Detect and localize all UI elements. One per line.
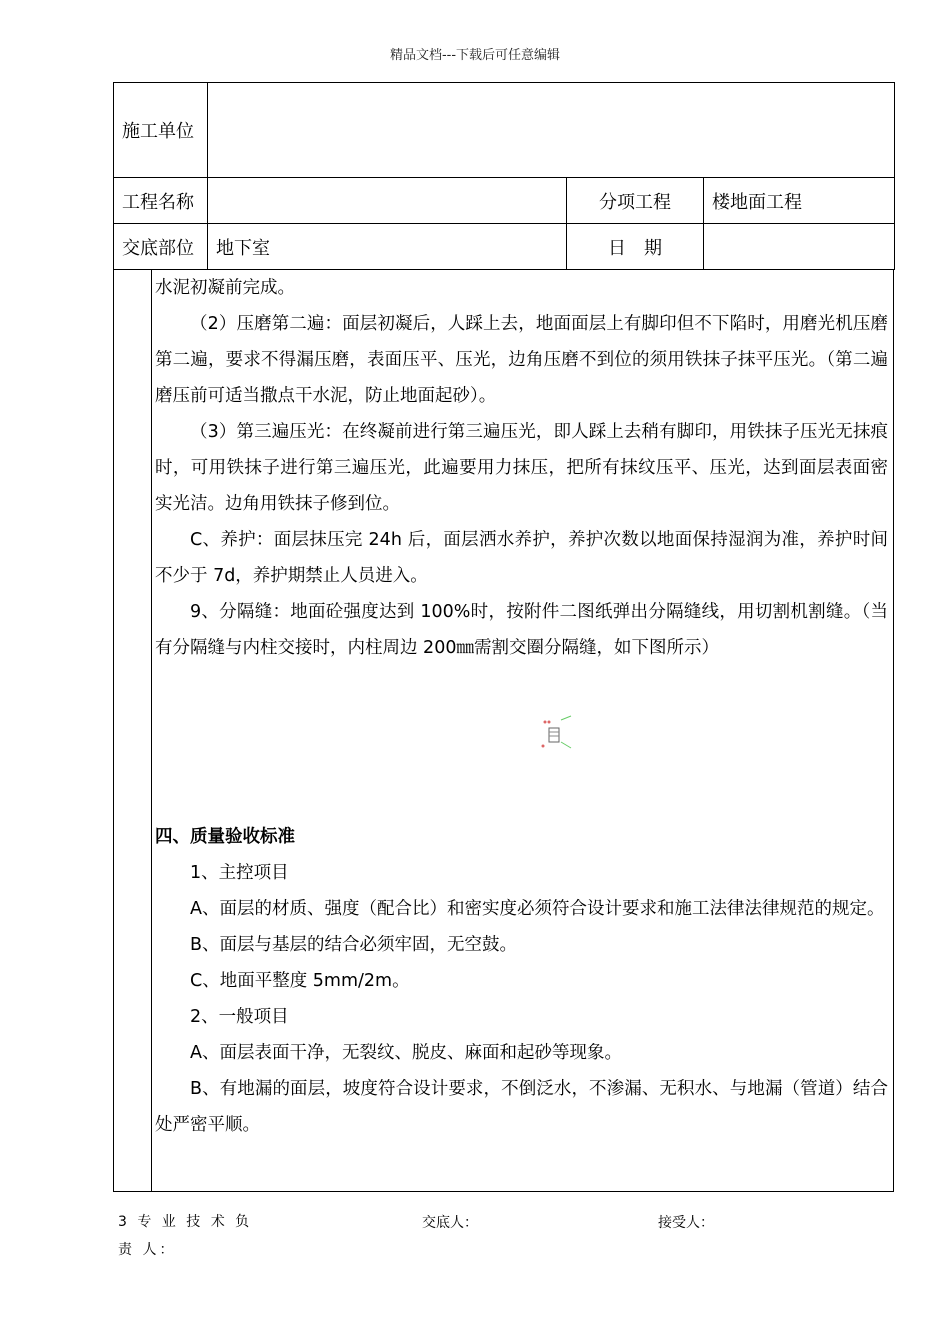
content-line: （2）压磨第二遍：面层初凝后，人踩上去，地面面层上有脚印但不下陷时，用磨光机压磨第二遍，要求不得漏压磨，表面压平、压光，边角压磨不到位的须用铁抹子抹平压光。（第二遍磨压前可适当撒点干水泥，防止地面起砂）。 <box>155 314 888 406</box>
content-item: 1、主控项目 <box>190 863 289 883</box>
project-value-cell <box>208 178 567 224</box>
content-item: A、面层表面干净，无裂纹、脱皮、麻面和起砂等现象。 <box>190 1043 622 1063</box>
content-line: （3）第三遍压光：在终凝前进行第三遍压光，即人踩上去稍有脚印，用铁抹子压光无抹痕时，可用铁抹子进行第三遍压光，此遍要用力抹压，把所有抹纹压平、压光，达到面层表面密实光洁。边角用铁抹子修到位。 <box>155 422 888 514</box>
partition-seam-figure <box>155 666 888 819</box>
unit-label: 施工单位 <box>114 83 208 178</box>
tech-lead-signature: 3 专 业 技 术 负 责 人： <box>118 1214 253 1258</box>
column-seam-diagram <box>541 708 589 758</box>
subproject-label: 分项工程 <box>567 178 704 224</box>
section-title: 四、质量验收标准 <box>155 827 295 847</box>
content-item: C、地面平整度 5mm/2m。 <box>190 971 410 991</box>
page-header: 精品文档---下载后可任意编辑 <box>389 48 561 63</box>
location-label: 交底部位 <box>114 224 208 270</box>
content-line: 水泥初凝前完成。 <box>155 278 295 298</box>
date-label: 日 期 <box>567 224 704 270</box>
content-item: B、面层与基层的结合必须牢固，无空鼓。 <box>190 935 518 955</box>
content-line: 9、分隔缝：地面砼强度达到 100%时，按附件二图纸弹出分隔缝线，用切割机割缝。（当有分隔缝与内柱交接时，内柱周边 200㎜需割交圈分隔缝，如下图所示） <box>155 602 888 658</box>
content-item: B、有地漏的面层，坡度符合设计要求，不倒泛水，不渗漏、无积水、与地漏（管道）结合处严密平顺。 <box>155 1079 888 1135</box>
content-item: A、面层的材质、强度（配合比）和密实度必须符合设计要求和施工法律法律规范的规定。 <box>190 899 885 919</box>
content-item: 2、一般项目 <box>190 1007 289 1027</box>
location-value: 地下室 <box>208 224 567 270</box>
disclosure-form-table <box>113 82 895 270</box>
disclosure-content <box>155 270 888 1143</box>
receiver-signature: 接受人： <box>658 1215 714 1231</box>
content-line: C、养护：面层抹压完 24h 后，面层洒水养护，养护次数以地面保持湿润为准，养护时间不少于 7d，养护期禁止人员进入。 <box>155 530 888 586</box>
content-left-divider <box>151 270 152 1191</box>
project-label: 工程名称 <box>114 178 208 224</box>
discloser-signature: 交底人： <box>422 1215 478 1231</box>
date-value-cell <box>704 224 895 270</box>
unit-value-cell <box>208 83 895 178</box>
subproject-value: 楼地面工程 <box>704 178 895 224</box>
